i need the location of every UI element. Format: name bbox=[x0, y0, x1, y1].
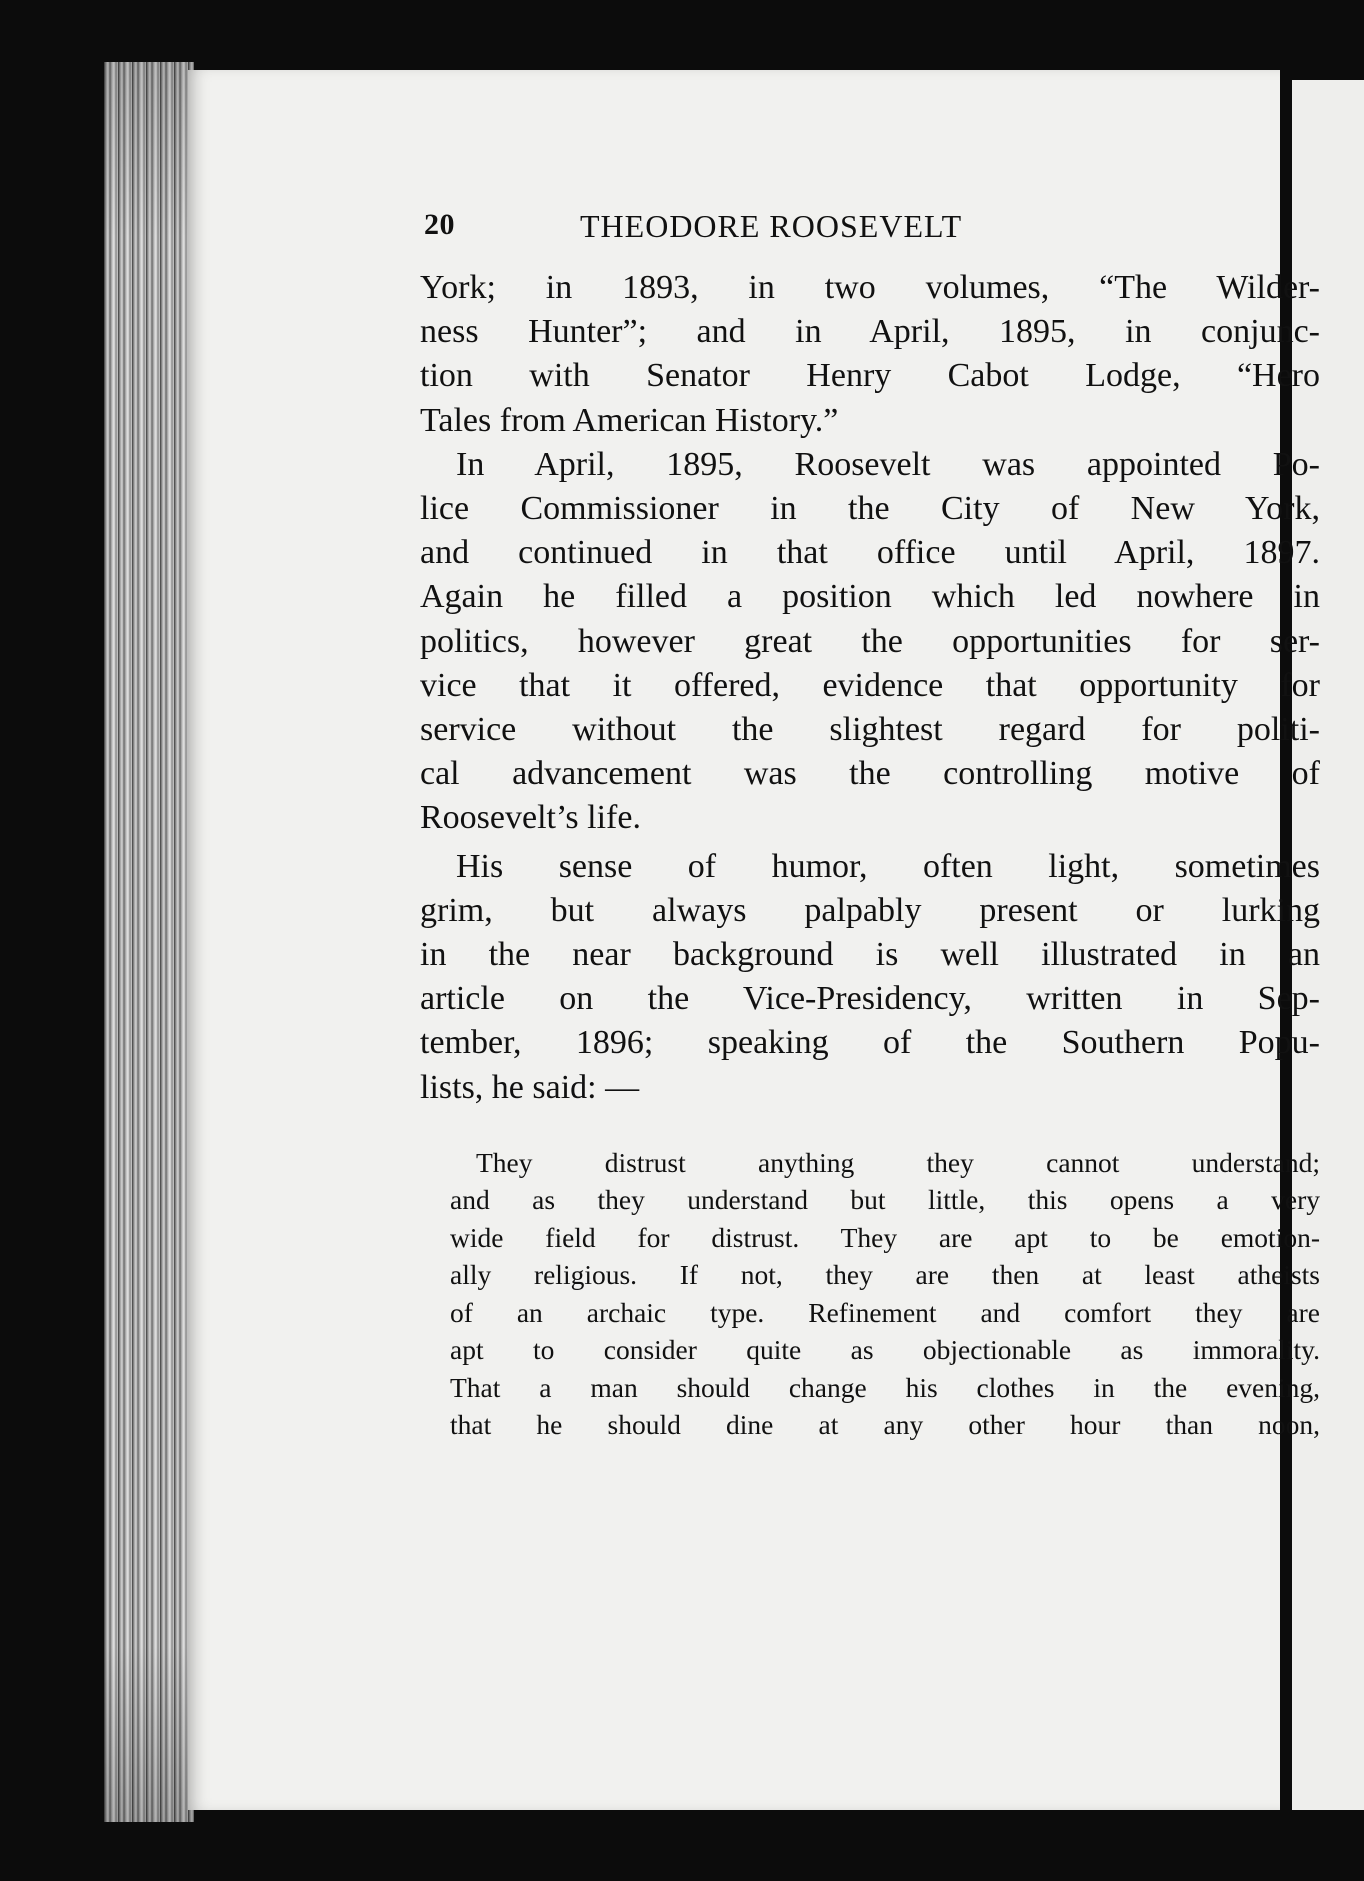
quote-line: that he should dine at any other hour than noon, bbox=[450, 1409, 1320, 1441]
text-line: York; in 1893, in two volumes, “The Wilder- bbox=[420, 269, 1320, 306]
running-head bbox=[420, 208, 1320, 266]
quote-line: They distrust anything they cannot understand; bbox=[476, 1146, 1320, 1178]
text-line: His sense of humor, often light, sometimes bbox=[456, 847, 1320, 885]
text-line: lists, he said: — bbox=[420, 1068, 640, 1106]
quote-line: apt to consider quite as objectionable as immorality. bbox=[450, 1334, 1320, 1366]
book-page-edges bbox=[104, 62, 194, 1822]
quote-line: wide field for distrust. They are apt to be emotion- bbox=[450, 1221, 1320, 1253]
block-quote bbox=[450, 1144, 1320, 1444]
text-line: politics, however great the opportunities for ser- bbox=[420, 622, 1320, 660]
text-line: Again he filled a position which led nowhere in bbox=[420, 578, 1320, 616]
text-line: lice Commissioner in the City of New York, bbox=[420, 490, 1320, 528]
page-text-block bbox=[420, 208, 1320, 1444]
text-line: ness Hunter”; and in April, 1895, in conjunc- bbox=[420, 313, 1320, 351]
text-line: In April, 1895, Roosevelt was appointed Po- bbox=[456, 445, 1320, 483]
text-line: vice that it offered, evidence that opportunity for bbox=[420, 666, 1320, 704]
quote-line: ally religious. If not, they are then at least atheists bbox=[450, 1259, 1320, 1291]
text-line: grim, but always palpably present or lurking bbox=[420, 891, 1320, 929]
text-line: and continued in that office until April, 1897. bbox=[420, 534, 1320, 572]
quote-line: That a man should change his clothes in the evening, bbox=[450, 1371, 1320, 1403]
paragraph-1 bbox=[420, 266, 1320, 443]
text-line: cal advancement was the controlling motive of bbox=[420, 755, 1320, 793]
book-page bbox=[188, 70, 1320, 1810]
text-line: service without the slightest regard for politi- bbox=[420, 711, 1320, 749]
text-line: Roosevelt’s life. bbox=[420, 799, 641, 837]
page-number: 20 bbox=[424, 208, 455, 241]
text-line: article on the Vice-Presidency, written in Sep- bbox=[420, 980, 1320, 1018]
text-line: tember, 1896; speaking of the Southern Popu- bbox=[420, 1024, 1320, 1062]
text-line: in the near background is well illustrated in an bbox=[420, 936, 1320, 974]
paragraph-3 bbox=[420, 845, 1320, 1110]
quote-line: of an archaic type. Refinement and comfort they are bbox=[450, 1296, 1320, 1328]
running-title: THEODORE ROOSEVELT bbox=[580, 208, 963, 244]
quote-line: and as they understand but little, this opens a very bbox=[450, 1184, 1320, 1216]
text-line: tion with Senator Henry Cabot Lodge, “Hero bbox=[420, 357, 1320, 395]
paragraph-2 bbox=[420, 443, 1320, 841]
text-line: Tales from American History.” bbox=[420, 401, 839, 439]
